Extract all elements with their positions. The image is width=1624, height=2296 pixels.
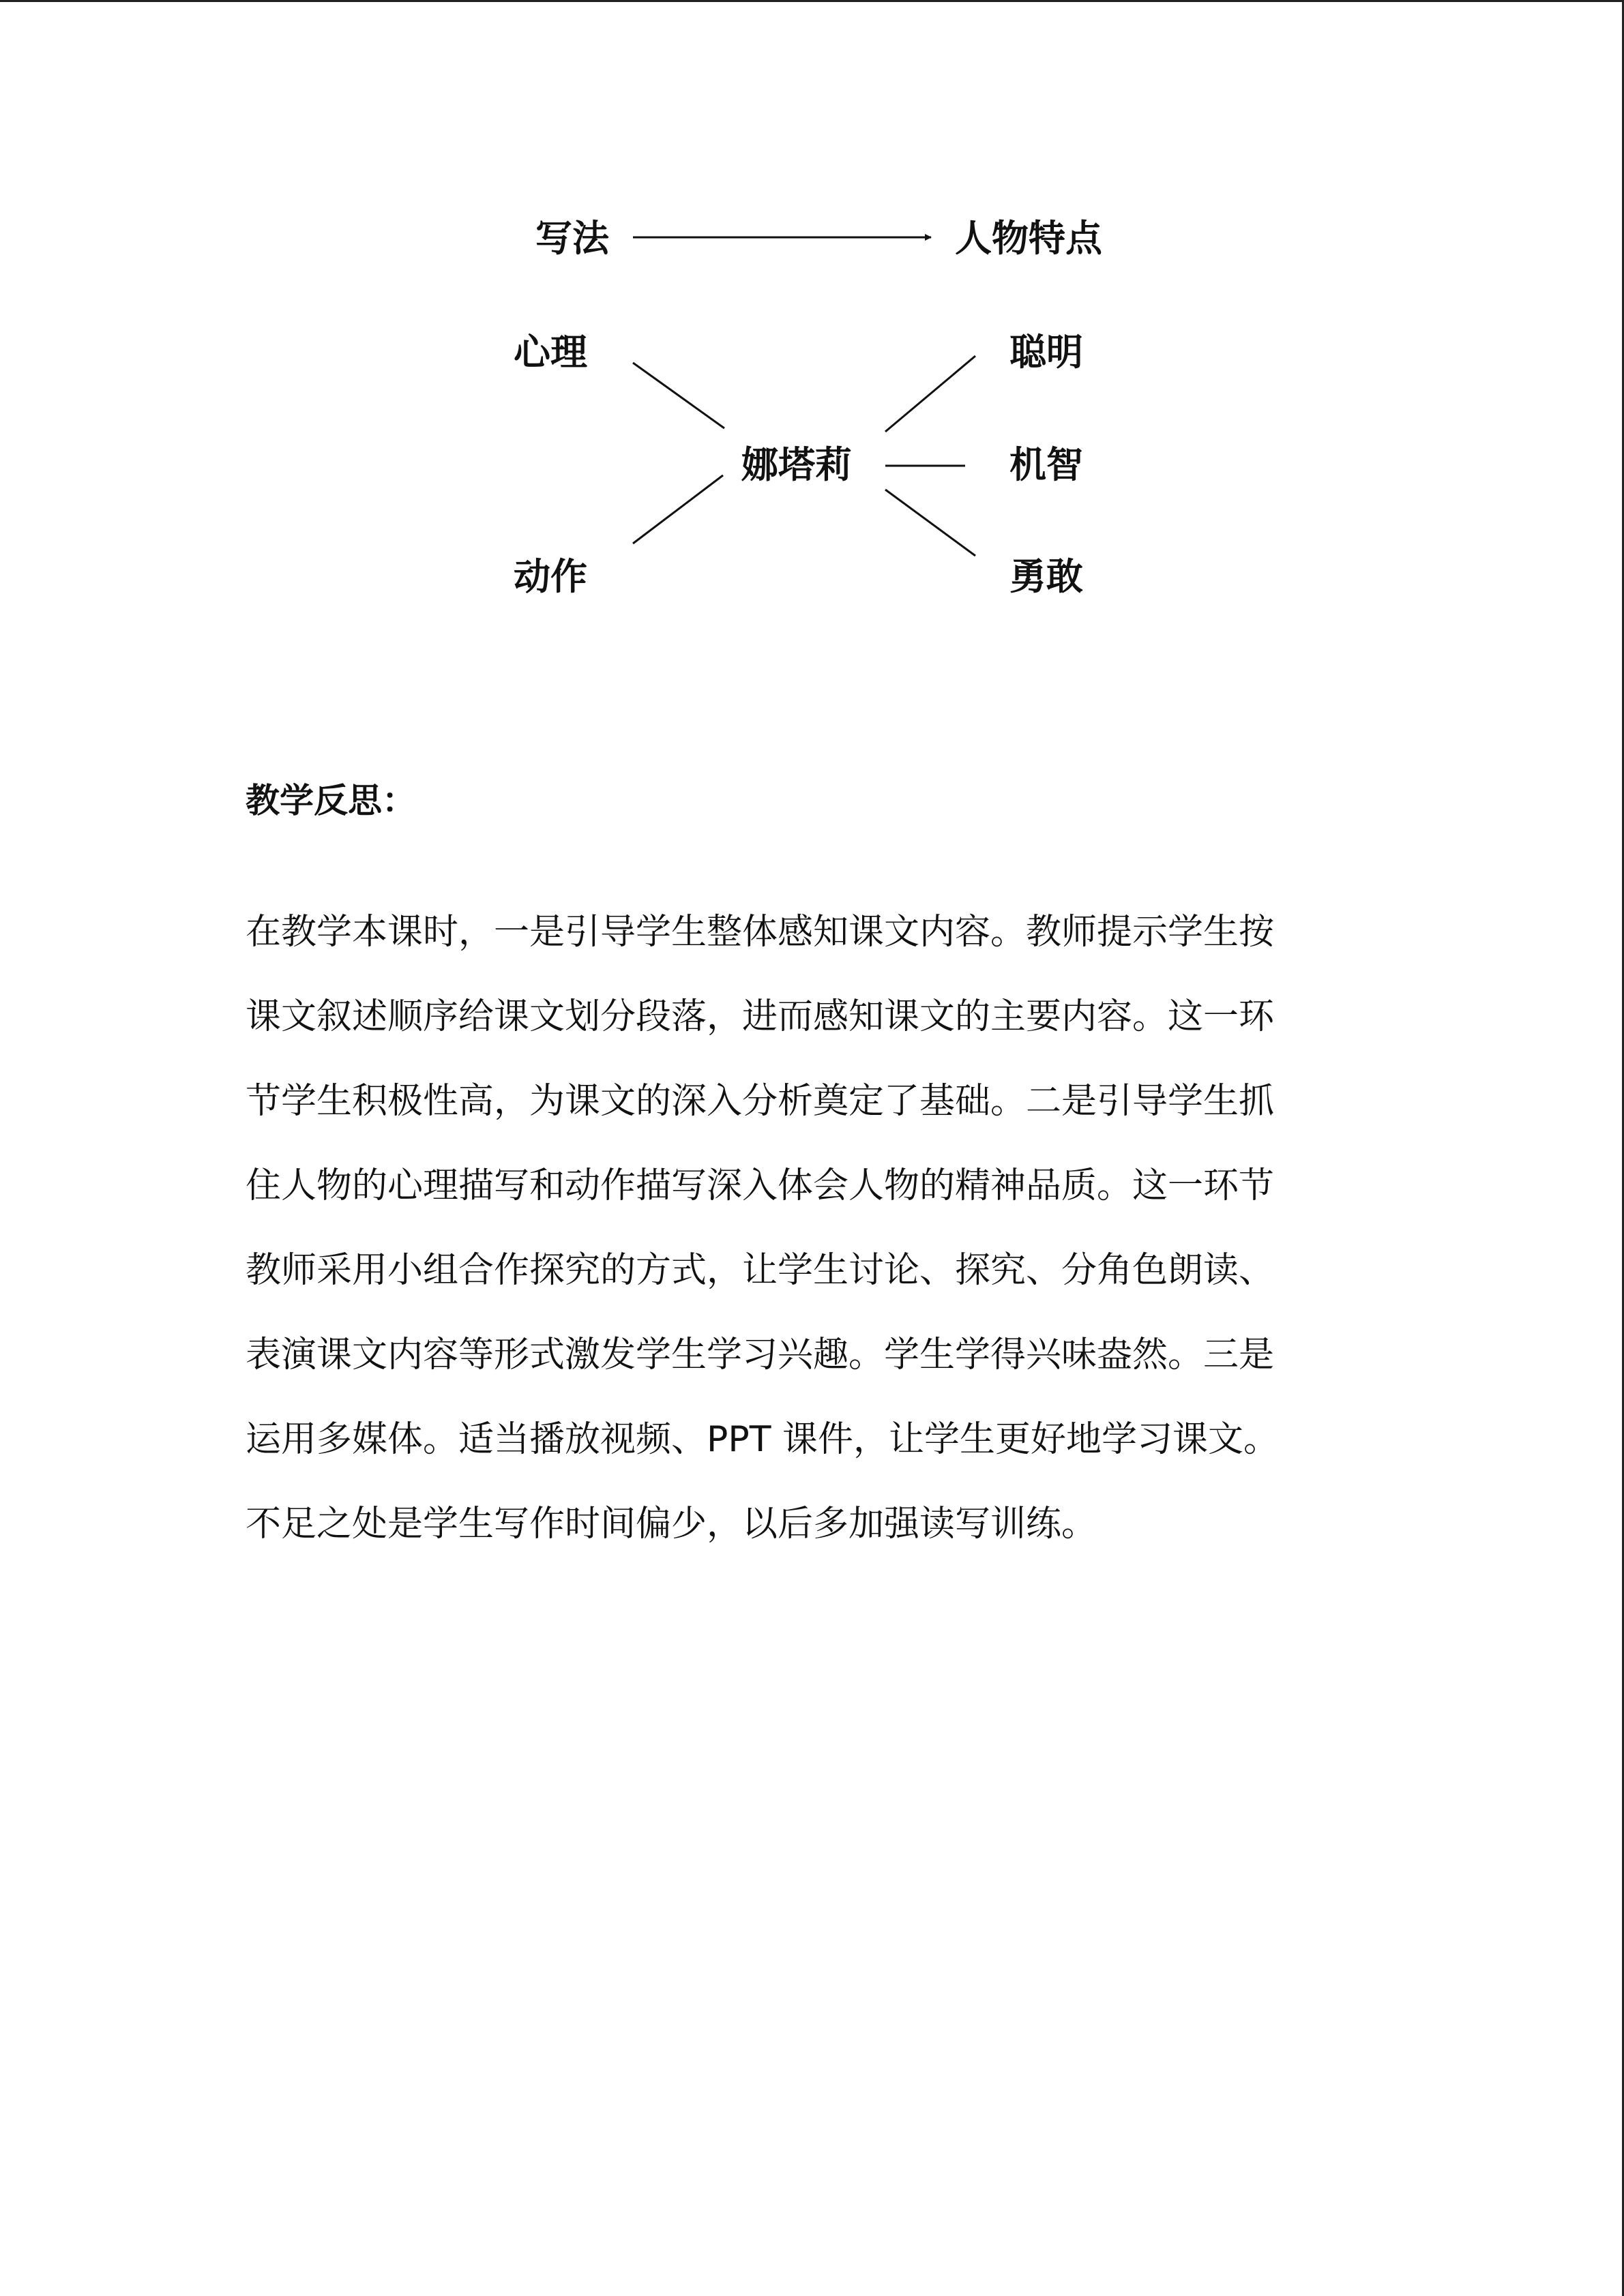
center-character: 娜塔莉 bbox=[741, 443, 852, 486]
header-trait-label: 人物特点 bbox=[955, 217, 1102, 260]
method-action: 动作 bbox=[514, 555, 587, 598]
trait-clever: 聪明 bbox=[1009, 331, 1083, 374]
reflection-line: 运用多媒体。适当播放视频、PPT 课件，让学生更好地学习课文。 bbox=[246, 1419, 1280, 1460]
character-diagram bbox=[0, 0, 1624, 682]
trait-witty: 机智 bbox=[1009, 443, 1083, 486]
connector-action-center bbox=[633, 475, 723, 543]
reflection-line: 在教学本课时，一是引导学生整体感知课文内容。教师提示学生按 bbox=[246, 912, 1275, 953]
diagram-connectors bbox=[0, 0, 1624, 682]
method-psychology: 心理 bbox=[514, 331, 587, 374]
reflection-heading: 教学反思： bbox=[246, 781, 416, 820]
reflection-line: 课文叙述顺序给课文划分段落，进而感知课文的主要内容。这一环 bbox=[246, 996, 1275, 1037]
reflection-line: 教师采用小组合作探究的方式，让学生讨论、探究、分角色朗读、 bbox=[246, 1250, 1275, 1291]
header-method-label: 写法 bbox=[535, 217, 609, 260]
trait-brave: 勇敢 bbox=[1009, 555, 1083, 598]
reflection-line: 住人物的心理描写和动作描写深入体会人物的精神品质。这一环节 bbox=[246, 1165, 1275, 1206]
reflection-body bbox=[246, 890, 1364, 1566]
reflection-line: 表演课文内容等形式激发学生学习兴趣。学生学得兴味盎然。三是 bbox=[246, 1335, 1275, 1375]
connector-center-clever bbox=[885, 356, 975, 432]
reflection-line: 不足之处是学生写作时间偏少，以后多加强读写训练。 bbox=[246, 1504, 1097, 1545]
connector-psychology-center bbox=[633, 363, 724, 428]
connector-center-brave bbox=[885, 490, 975, 556]
reflection-line: 节学生积极性高，为课文的深入分析奠定了基础。二是引导学生抓 bbox=[246, 1081, 1275, 1122]
